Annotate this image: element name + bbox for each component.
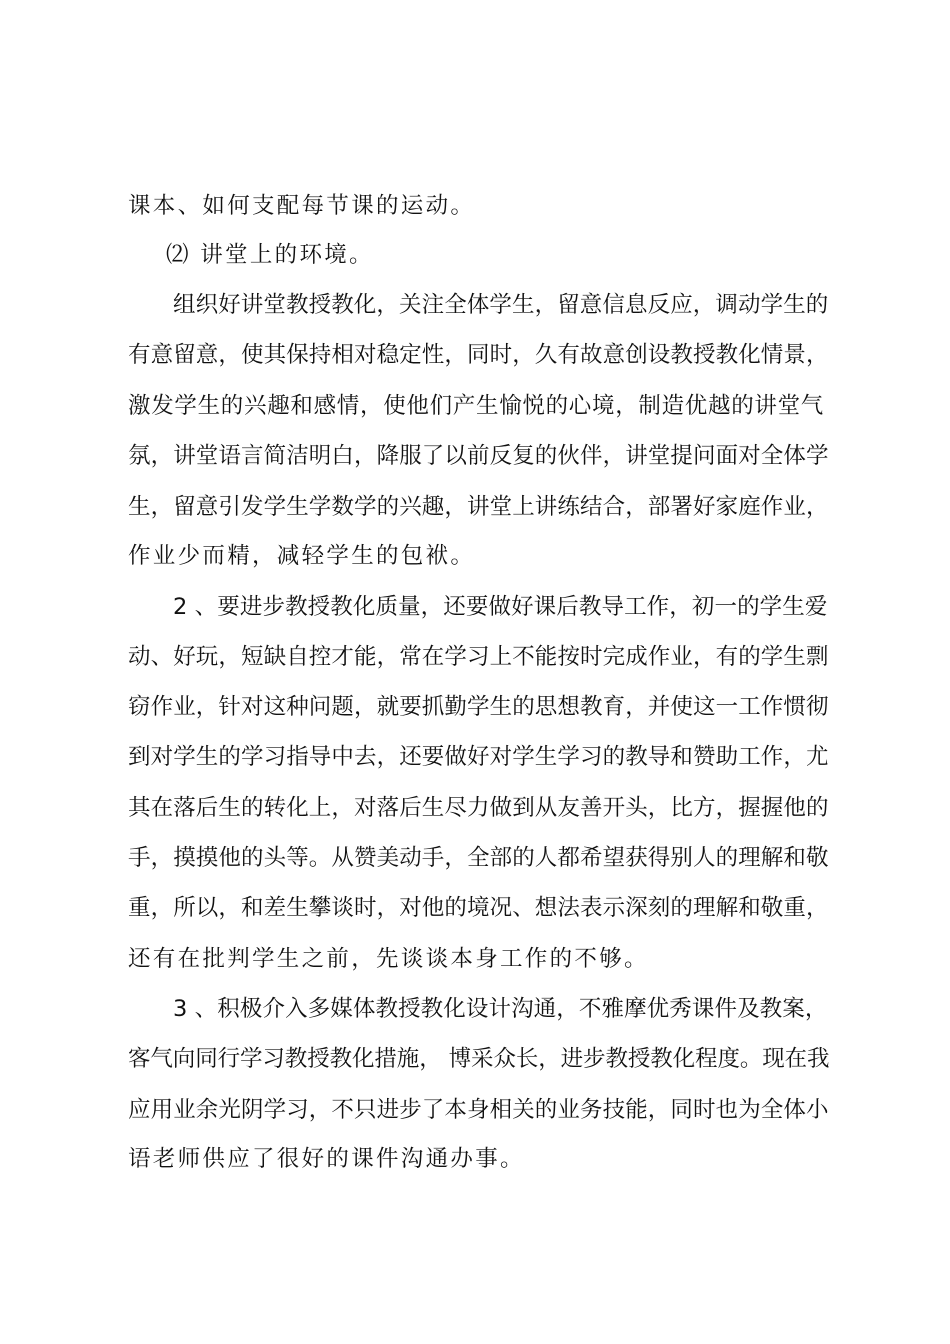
text-line: 语老师供应了很好的课件沟通办事。 xyxy=(128,1146,525,1172)
text-line: 动、好玩，短缺自控才能，常在学习上不能按时完成作业，有的学生剽 xyxy=(128,644,829,670)
text-line: 到对学生的学习指导中去，还要做好对学生学习的教导和赞助工作，尤 xyxy=(128,744,829,770)
paragraph-first-line: 3 、积极介入多媒体教授教化设计沟通，不雅摩优秀课件及教案， xyxy=(173,996,828,1022)
text-line: 氛，讲堂语言简洁明白，降服了以前反复的伙伴，讲堂提问面对全体学 xyxy=(128,443,829,469)
text-line: 应用业余光阴学习，不只进步了本身相关的业务技能，同时也为全体小 xyxy=(128,1097,829,1123)
text-line: 窃作业，针对这种问题，就要抓勤学生的思想教育，并使这一工作惯彻 xyxy=(128,694,829,720)
text-line: 重，所以，和差生攀谈时，对他的境况、想法表示深刻的理解和敬重， xyxy=(128,895,829,921)
paragraph-first-line: 2 、要进步教授教化质量，还要做好课后教导工作，初一的学生爱 xyxy=(173,594,828,620)
text-line: 激发学生的兴趣和感情，使他们产生愉悦的心境，制造优越的讲堂气 xyxy=(128,393,825,419)
paragraph-first-line: 组织好讲堂教授教化，关注全体学生，留意信息反应，调动学生的 xyxy=(173,292,829,318)
text-line: 还有在批判学生之前，先谈谈本身工作的不够。 xyxy=(128,946,649,972)
section-heading: ⑵ 讲堂上的环境。 xyxy=(166,242,374,268)
text-line: 手，摸摸他的头等。从赞美动手，全部的人都希望获得别人的理解和敬 xyxy=(128,845,829,871)
text-line: 作业少而精，减轻学生的包袱。 xyxy=(128,543,476,569)
text-line: 生，留意引发学生学数学的兴趣，讲堂上讲练结合，部署好家庭作业， xyxy=(128,494,829,520)
text-line: 课本、如何支配每节课的运动。 xyxy=(128,193,476,219)
text-line: 其在落后生的转化上，对落后生尽力做到从友善开头，比方，握握他的 xyxy=(128,795,829,821)
text-line: 客气向同行学习教授教化措施， 博采众长，进步教授教化程度。现在我 xyxy=(128,1046,830,1072)
text-line: 有意留意，使其保持相对稳定性，同时，久有故意创设教授教化情景， xyxy=(128,342,829,368)
